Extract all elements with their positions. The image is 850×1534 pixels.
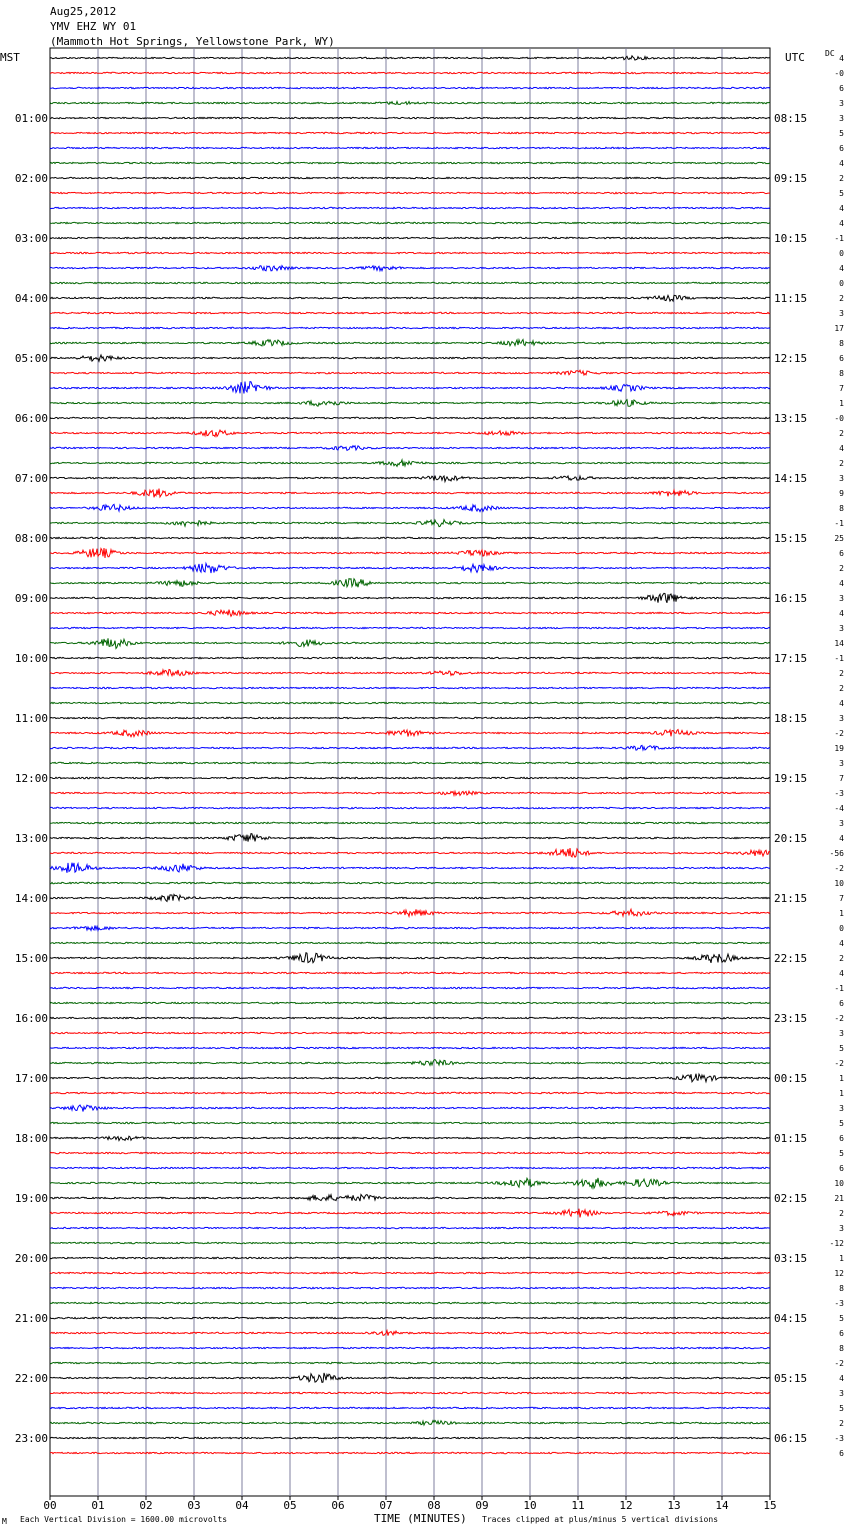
trace-line xyxy=(50,1060,770,1066)
dc-offset-label: 6 xyxy=(839,144,844,153)
dc-offset-label: 2 xyxy=(839,174,844,183)
dc-offset-label: 3 xyxy=(839,1224,844,1233)
left-hour-label: 19:00 xyxy=(14,1192,48,1205)
trace-line xyxy=(50,638,770,648)
dc-offset-label: 8 xyxy=(839,1344,844,1353)
trace-line xyxy=(50,822,770,823)
dc-offset-label: -3 xyxy=(834,789,844,798)
right-hour-label: 18:15 xyxy=(774,712,808,725)
dc-offset-label: 6 xyxy=(839,1329,844,1338)
trace-line xyxy=(50,295,770,301)
left-hour-label: 03:00 xyxy=(14,232,48,245)
x-tick-label: 06 xyxy=(331,1499,345,1512)
right-timezone-label: UTC xyxy=(785,51,805,64)
dc-offset-label: 14 xyxy=(834,639,844,648)
left-hour-label: 16:00 xyxy=(14,1012,48,1025)
left-hour-label: 22:00 xyxy=(14,1372,48,1385)
dc-offset-label: 6 xyxy=(839,354,844,363)
dc-offset-label: 3 xyxy=(839,114,844,123)
trace-line xyxy=(50,1122,770,1123)
dc-offset-label: 5 xyxy=(839,129,844,138)
trace-line xyxy=(50,745,770,750)
right-hour-label: 06:15 xyxy=(774,1432,808,1445)
trace-line xyxy=(50,207,770,208)
trace-line xyxy=(50,730,770,737)
dc-offset-label: -12 xyxy=(829,1239,844,1248)
trace-line xyxy=(50,72,770,73)
trace-line xyxy=(50,1392,770,1393)
right-hour-label: 11:15 xyxy=(774,292,808,305)
x-tick-label: 10 xyxy=(523,1499,537,1512)
left-hour-label: 10:00 xyxy=(14,652,48,665)
dc-offset-label: 1 xyxy=(839,909,844,918)
left-hour-label: 18:00 xyxy=(14,1132,48,1145)
trace-line xyxy=(50,953,770,963)
dc-offset-label: -1 xyxy=(834,654,844,663)
trace-line xyxy=(50,564,770,574)
trace-line xyxy=(50,237,770,238)
left-hour-label: 12:00 xyxy=(14,772,48,785)
trace-line xyxy=(50,1347,770,1348)
x-tick-label: 15 xyxy=(763,1499,777,1512)
trace-line xyxy=(50,882,770,883)
dc-offset-label: 4 xyxy=(839,699,844,708)
dc-offset-label: -0 xyxy=(834,69,844,78)
dc-offset-label: 3 xyxy=(839,714,844,723)
dc-offset-label: 3 xyxy=(839,309,844,318)
dc-offset-label: 2 xyxy=(839,294,844,303)
dc-offset-label: -0 xyxy=(834,414,844,423)
dc-offset-label: 25 xyxy=(834,534,844,543)
dc-offset-label: 4 xyxy=(839,609,844,618)
dc-offset-label: -3 xyxy=(834,1434,844,1443)
trace-line xyxy=(50,132,770,133)
trace-line xyxy=(50,1227,770,1228)
dc-offset-label: -3 xyxy=(834,1299,844,1308)
trace-line xyxy=(50,520,770,527)
trace-line xyxy=(50,327,770,328)
trace-line xyxy=(50,834,770,842)
dc-offset-label: 2 xyxy=(839,669,844,678)
dc-offset-label: 4 xyxy=(839,54,844,63)
dc-offset-label: 12 xyxy=(834,1269,844,1278)
dc-offset-label: 4 xyxy=(839,219,844,228)
trace-line xyxy=(50,717,770,718)
trace-line xyxy=(50,972,770,973)
right-hour-label: 14:15 xyxy=(774,472,808,485)
dc-offset-label: 8 xyxy=(839,339,844,348)
dc-offset-label: -2 xyxy=(834,864,844,873)
trace-line xyxy=(50,909,770,916)
trace-line xyxy=(50,87,770,88)
dc-offset-label: 3 xyxy=(839,1104,844,1113)
dc-offset-label: 3 xyxy=(839,1029,844,1038)
dc-offset-label: 4 xyxy=(839,834,844,843)
dc-offset-label: 2 xyxy=(839,684,844,693)
trace-line xyxy=(50,687,770,688)
dc-offset-label: 7 xyxy=(839,774,844,783)
trace-line xyxy=(50,162,770,163)
dc-offset-label: 4 xyxy=(839,159,844,168)
left-hour-label: 23:00 xyxy=(14,1432,48,1445)
dc-offset-label: 7 xyxy=(839,384,844,393)
right-hour-label: 22:15 xyxy=(774,952,808,965)
dc-offset-label: 3 xyxy=(839,594,844,603)
trace-line xyxy=(50,1136,770,1140)
right-hour-label: 01:15 xyxy=(774,1132,808,1145)
left-hour-label: 17:00 xyxy=(14,1072,48,1085)
trace-line xyxy=(50,1092,770,1093)
trace-line xyxy=(50,1047,770,1048)
dc-offset-label: 4 xyxy=(839,939,844,948)
left-hour-label: 04:00 xyxy=(14,292,48,305)
trace-line xyxy=(50,1002,770,1003)
trace-line xyxy=(50,1242,770,1243)
trace-line xyxy=(50,1272,770,1273)
trace-line xyxy=(50,117,770,118)
trace-line xyxy=(50,1017,770,1018)
trace-line xyxy=(50,382,770,394)
trace-line xyxy=(50,177,770,178)
dc-offset-label: 4 xyxy=(839,444,844,453)
right-hour-label: 03:15 xyxy=(774,1252,808,1265)
right-hour-label: 05:15 xyxy=(774,1372,808,1385)
dc-offset-label: 5 xyxy=(839,1044,844,1053)
trace-line xyxy=(50,1195,770,1202)
dc-offset-label: 17 xyxy=(834,324,844,333)
trace-line xyxy=(50,848,770,857)
trace-line xyxy=(50,1167,770,1168)
left-hour-label: 11:00 xyxy=(14,712,48,725)
trace-line xyxy=(50,1287,770,1288)
dc-offset-label: -4 xyxy=(834,804,844,813)
x-tick-label: 02 xyxy=(139,1499,153,1512)
trace-line xyxy=(50,1373,770,1383)
right-hour-label: 00:15 xyxy=(774,1072,808,1085)
right-hour-label: 19:15 xyxy=(774,772,808,785)
trace-line xyxy=(50,1257,770,1258)
x-tick-label: 14 xyxy=(715,1499,729,1512)
dc-offset-label: -1 xyxy=(834,519,844,528)
dc-offset-label: 5 xyxy=(839,189,844,198)
trace-line xyxy=(50,1437,770,1438)
x-tick-label: 08 xyxy=(427,1499,441,1512)
dc-offset-label: 4 xyxy=(839,579,844,588)
trace-line xyxy=(50,430,770,436)
trace-line xyxy=(50,1105,770,1112)
trace-line xyxy=(50,1074,770,1082)
right-hour-label: 02:15 xyxy=(774,1192,808,1205)
header-date: Aug25,2012 xyxy=(50,5,117,18)
trace-line xyxy=(50,895,770,902)
trace-line xyxy=(50,762,770,763)
dc-offset-label: -2 xyxy=(834,1359,844,1368)
dc-offset-label: -2 xyxy=(834,729,844,738)
header-location: (Mammoth Hot Springs, Yellowstone Park, WY) xyxy=(50,35,335,48)
trace-line xyxy=(50,192,770,193)
trace-line xyxy=(50,702,770,703)
dc-offset-label: 4 xyxy=(839,969,844,978)
trace-line xyxy=(50,627,770,628)
dc-offset-label: 2 xyxy=(839,1209,844,1218)
right-hour-label: 20:15 xyxy=(774,832,808,845)
trace-line xyxy=(50,863,770,873)
dc-offset-label: -2 xyxy=(834,1014,844,1023)
dc-offset-label: -1 xyxy=(834,234,844,243)
trace-line xyxy=(50,579,770,588)
plot-frame xyxy=(50,48,770,1496)
trace-line xyxy=(50,56,770,60)
trace-line xyxy=(50,222,770,223)
trace-line xyxy=(50,807,770,808)
trace-line xyxy=(50,1452,770,1453)
dc-offset-label: 10 xyxy=(834,1179,844,1188)
dc-offset-label: 6 xyxy=(839,1164,844,1173)
x-tick-label: 13 xyxy=(667,1499,681,1512)
trace-line xyxy=(50,417,770,418)
trace-line xyxy=(50,147,770,148)
x-tick-label: 04 xyxy=(235,1499,249,1512)
trace-line xyxy=(50,610,770,617)
left-hour-label: 01:00 xyxy=(14,112,48,125)
footer-clip-note: Traces clipped at plus/minus 5 vertical divisions xyxy=(482,1515,719,1524)
dc-offset-label: 5 xyxy=(839,1119,844,1128)
right-hour-label: 04:15 xyxy=(774,1312,808,1325)
trace-line xyxy=(50,400,770,407)
dc-offset-label: 2 xyxy=(839,954,844,963)
trace-line xyxy=(50,282,770,283)
trace-line xyxy=(50,355,770,361)
trace-line xyxy=(50,266,770,271)
right-hour-label: 21:15 xyxy=(774,892,808,905)
trace-line xyxy=(50,777,770,778)
x-tick-label: 07 xyxy=(379,1499,393,1512)
trace-line xyxy=(50,1209,770,1218)
right-hour-label: 15:15 xyxy=(774,532,808,545)
trace-line xyxy=(50,1032,770,1033)
trace-line xyxy=(50,1420,770,1425)
left-hour-label: 20:00 xyxy=(14,1252,48,1265)
trace-line xyxy=(50,657,770,658)
footer-mark: M xyxy=(2,1517,7,1526)
trace-line xyxy=(50,252,770,253)
left-hour-label: 21:00 xyxy=(14,1312,48,1325)
left-hour-label: 07:00 xyxy=(14,472,48,485)
trace-line xyxy=(50,1302,770,1303)
dc-offset-label: 4 xyxy=(839,204,844,213)
dc-offset-label: 2 xyxy=(839,1419,844,1428)
trace-line xyxy=(50,593,770,603)
trace-line xyxy=(50,489,770,498)
trace-line xyxy=(50,537,770,538)
dc-offset-label: 6 xyxy=(839,1134,844,1143)
footer-scale: Each Vertical Division = 1600.00 microvolts xyxy=(20,1515,228,1524)
dc-offset-label: 5 xyxy=(839,1314,844,1323)
dc-offset-label: 3 xyxy=(839,759,844,768)
trace-line xyxy=(50,670,770,676)
x-axis-label: TIME (MINUTES) xyxy=(374,1512,467,1525)
header-station: YMV EHZ WY 01 xyxy=(50,20,137,33)
x-tick-label: 00 xyxy=(43,1499,57,1512)
dc-offset-label: 6 xyxy=(839,999,844,1008)
dc-offset-label: 0 xyxy=(839,924,844,933)
left-hour-label: 14:00 xyxy=(14,892,48,905)
dc-offset-label: -56 xyxy=(829,849,844,858)
right-hour-label: 23:15 xyxy=(774,1012,808,1025)
right-hour-label: 10:15 xyxy=(774,232,808,245)
trace-line xyxy=(50,312,770,313)
trace-line xyxy=(50,1178,770,1188)
trace-line xyxy=(50,476,770,482)
dc-offset-label: 2 xyxy=(839,429,844,438)
dc-offset-label: 9 xyxy=(839,489,844,498)
trace-line xyxy=(50,370,770,375)
dc-offset-label: 19 xyxy=(834,744,844,753)
dc-offset-label: 3 xyxy=(839,99,844,108)
right-hour-label: 16:15 xyxy=(774,592,808,605)
trace-line xyxy=(50,460,770,467)
trace-line xyxy=(50,942,770,943)
dc-offset-label: 8 xyxy=(839,369,844,378)
dc-label: DC xyxy=(825,49,835,58)
trace-line xyxy=(50,1362,770,1363)
trace-line xyxy=(50,1152,770,1153)
trace-line xyxy=(50,548,770,558)
dc-offset-label: 21 xyxy=(834,1194,844,1203)
right-hour-label: 13:15 xyxy=(774,412,808,425)
dc-offset-label: 2 xyxy=(839,564,844,573)
dc-offset-label: 4 xyxy=(839,1374,844,1383)
dc-offset-label: 6 xyxy=(839,1449,844,1458)
trace-line xyxy=(50,926,770,931)
dc-offset-label: 1 xyxy=(839,399,844,408)
x-tick-label: 09 xyxy=(475,1499,489,1512)
trace-line xyxy=(50,1407,770,1408)
dc-offset-label: 1 xyxy=(839,1089,844,1098)
x-tick-label: 03 xyxy=(187,1499,201,1512)
right-hour-label: 09:15 xyxy=(774,172,808,185)
dc-offset-label: 6 xyxy=(839,84,844,93)
trace-line xyxy=(50,987,770,988)
dc-offset-label: 6 xyxy=(839,549,844,558)
dc-offset-label: 10 xyxy=(834,879,844,888)
dc-offset-label: 3 xyxy=(839,819,844,828)
x-tick-label: 05 xyxy=(283,1499,297,1512)
trace-line xyxy=(50,446,770,451)
dc-offset-label: -2 xyxy=(834,1059,844,1068)
trace-line xyxy=(50,102,770,105)
dc-offset-label: 7 xyxy=(839,894,844,903)
x-tick-label: 12 xyxy=(619,1499,633,1512)
dc-offset-label: 2 xyxy=(839,459,844,468)
left-hour-label: 09:00 xyxy=(14,592,48,605)
right-hour-label: 12:15 xyxy=(774,352,808,365)
dc-offset-label: 5 xyxy=(839,1404,844,1413)
left-hour-label: 06:00 xyxy=(14,412,48,425)
left-timezone-label: MST xyxy=(0,51,20,64)
left-hour-label: 15:00 xyxy=(14,952,48,965)
right-hour-label: 17:15 xyxy=(774,652,808,665)
dc-offset-label: 0 xyxy=(839,249,844,258)
dc-offset-label: 3 xyxy=(839,474,844,483)
trace-line xyxy=(50,504,770,511)
dc-offset-label: 5 xyxy=(839,1149,844,1158)
dc-offset-label: 1 xyxy=(839,1074,844,1083)
left-hour-label: 02:00 xyxy=(14,172,48,185)
dc-offset-label: 4 xyxy=(839,264,844,273)
left-hour-label: 05:00 xyxy=(14,352,48,365)
dc-offset-label: -1 xyxy=(834,984,844,993)
dc-offset-label: 1 xyxy=(839,1254,844,1263)
left-hour-label: 08:00 xyxy=(14,532,48,545)
trace-line xyxy=(50,1317,770,1318)
dc-offset-label: 8 xyxy=(839,1284,844,1293)
x-tick-label: 01 xyxy=(91,1499,105,1512)
right-hour-label: 08:15 xyxy=(774,112,808,125)
x-tick-label: 11 xyxy=(571,1499,585,1512)
trace-line xyxy=(50,1331,770,1336)
dc-offset-label: 0 xyxy=(839,279,844,288)
dc-offset-label: 3 xyxy=(839,624,844,633)
left-hour-label: 13:00 xyxy=(14,832,48,845)
dc-offset-label: 3 xyxy=(839,1389,844,1398)
trace-line xyxy=(50,791,770,795)
trace-line xyxy=(50,340,770,346)
dc-offset-label: 8 xyxy=(839,504,844,513)
